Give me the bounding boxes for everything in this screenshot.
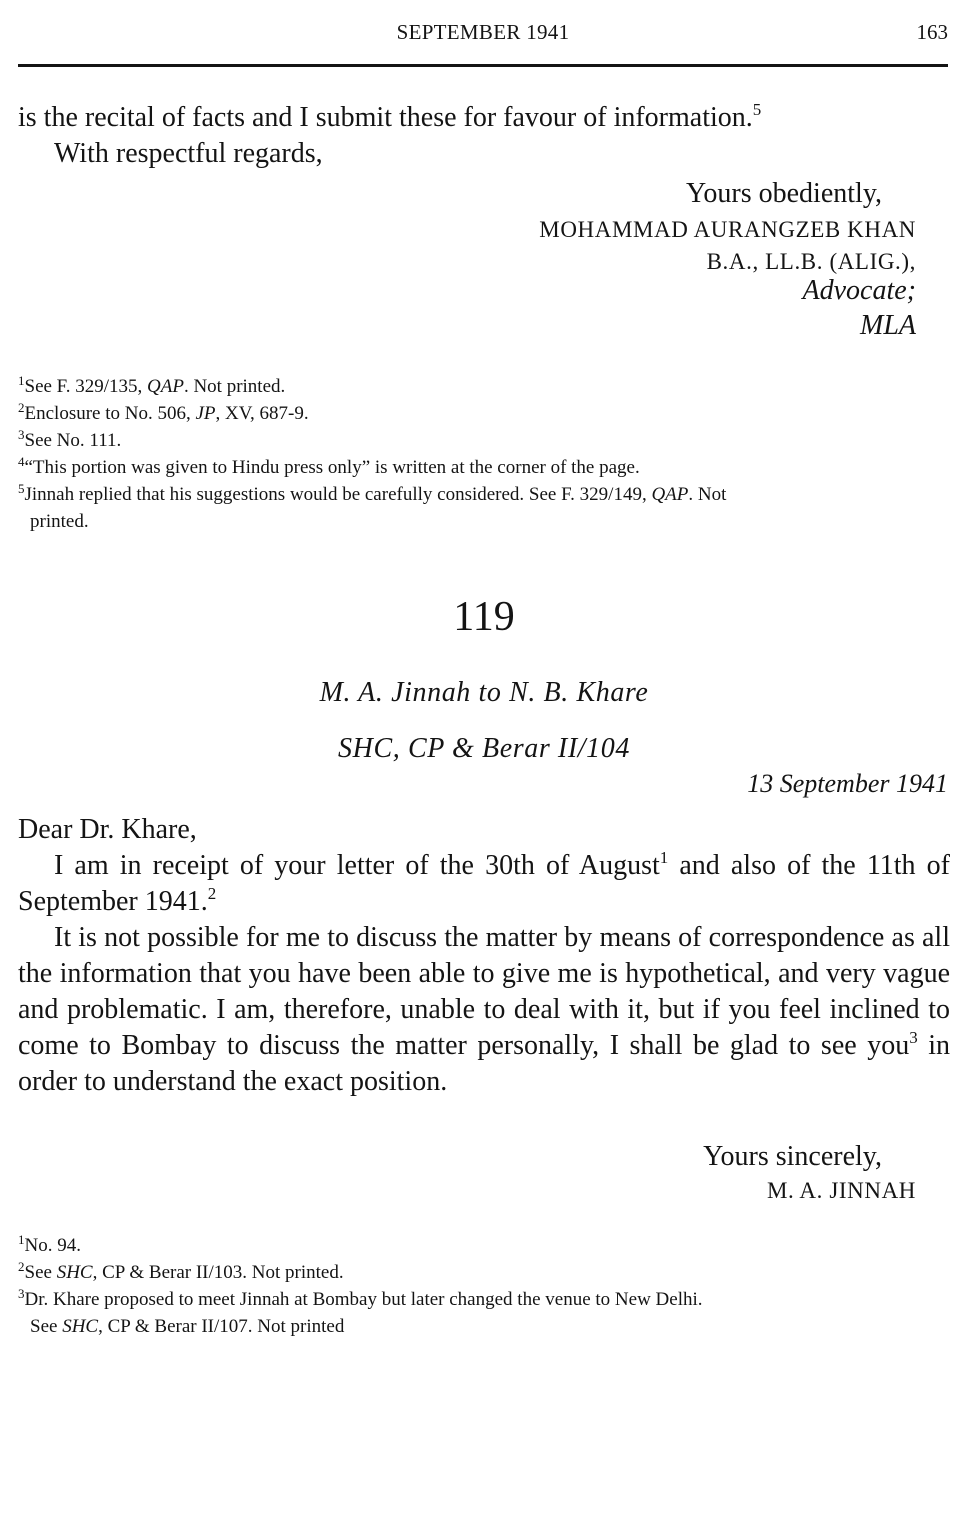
running-title: SEPTEMBER 1941 [396, 20, 570, 44]
prev-letter-signatory-title: Advocate; [802, 275, 916, 306]
footnote-ref: 5 [752, 100, 762, 119]
footnote: $^2$See SHC, CP & Berar II/103. Not printed. [18, 1259, 344, 1283]
footnote-ref: 2 [207, 884, 217, 903]
footnote: $^3$See No. 111. [18, 427, 122, 451]
letter-body [18, 812, 950, 1100]
page-number: 163 [916, 20, 948, 44]
prev-letter-closing: Yours obediently, [685, 178, 882, 209]
letter-closing: Yours sincerely, [703, 1141, 882, 1172]
prev-letter-body [18, 100, 950, 172]
prev-letter-footnotes [18, 373, 953, 535]
footnote: $^5$Jinnah replied that his suggestions would be carefully considered. See F. 329/149, QAP. Not [18, 481, 727, 505]
footnote-ref: 1 [659, 848, 669, 867]
header-rule [18, 64, 948, 67]
footnote-continuation: printed. [30, 511, 89, 532]
letter-signatory-name: M. A. JINNAH [766, 1178, 916, 1203]
letter-source: SHC, CP & Berar II/104 [338, 733, 630, 764]
footnote: $^1$No. 94. [18, 1232, 81, 1256]
footnote-ref: 3 [909, 1028, 918, 1047]
prev-letter-signatory-office: MLA [860, 310, 916, 341]
prev-letter-signatory-name: MOHAMMAD AURANGZEB KHAN [539, 217, 916, 242]
running-head [18, 20, 948, 50]
prev-letter-closing-line: is the recital of facts and I submit these for favour of information.$^5$ [18, 100, 762, 133]
salutation: Dear Dr. Khare, [18, 814, 197, 845]
letter-date: 13 September 1941 [747, 769, 948, 798]
prev-letter-regards: With respectful regards, [54, 138, 323, 169]
letter-heading: M. A. Jinnah to N. B. Khare [319, 677, 649, 708]
footnote-continuation: See SHC, CP & Berar II/107. Not printed [30, 1316, 345, 1337]
document-number: 119 [453, 594, 515, 640]
letter-paragraph-1: I am in receipt of your letter of the 30th of August$^1$ and also of the 11th of September 1941.$^2$ [18, 848, 950, 917]
footnote: $^3$Dr. Khare proposed to meet Jinnah at Bombay but later changed the venue to New Delhi. [18, 1286, 703, 1310]
letter-footnotes [18, 1232, 953, 1340]
footnote: $^1$See F. 329/135, QAP. Not printed. [18, 373, 286, 397]
footnote: $^4$“This portion was given to Hindu press only” is written at the corner of the page. [18, 454, 640, 478]
prev-letter-signatory-degrees: B.A., LL.B. (ALIG.), [706, 249, 916, 274]
letter-paragraph-2: It is not possible for me to discuss the matter by means of correspondence as all the information that you have been able to give me is hypothetical, and very vague and problematic. I am, therefore, unable to deal with it, but if you feel inclined to come to Bombay to discuss the matter personally, I shall be glad to see you$^3$ in order to understand the exact position. [18, 922, 951, 1097]
footnote: $^2$Enclosure to No. 506, JP, XV, 687-9. [18, 400, 309, 424]
